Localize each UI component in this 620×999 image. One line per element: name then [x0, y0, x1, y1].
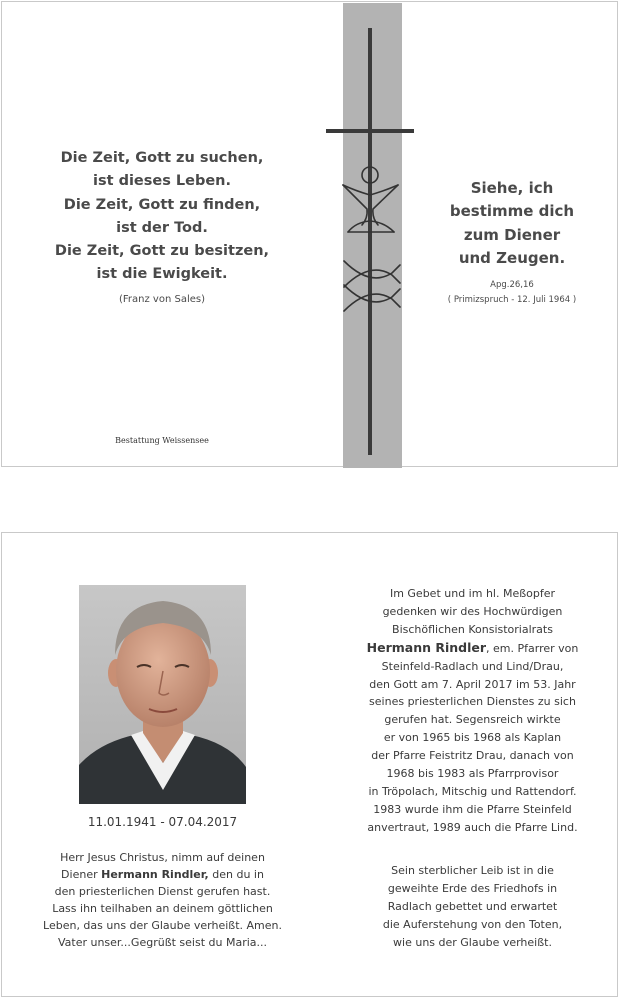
quote-line: ist die Ewigkeit. [96, 266, 228, 283]
prayer-line: den priesterlichen Dienst gerufen hast. [54, 885, 271, 899]
notice-line: Im Gebet und im hl. Meßopfer [389, 587, 556, 600]
quote-author: (Franz von Sales) [118, 294, 205, 305]
notice-line: der Pfarre Feistritz Drau, danach von [371, 749, 574, 763]
portrait-photo [79, 585, 246, 804]
memorial-notice [335, 585, 610, 837]
life-dates: 11.01.1941 - 07.04.2017 [87, 815, 238, 829]
notice-line: Steinfeld-Radlach und Lind/Drau, [381, 659, 564, 673]
motto-line: zum Diener [463, 225, 561, 244]
notice-line: Bischöflichen Konsistorialrats [392, 622, 553, 636]
quote-block [42, 147, 282, 287]
notice-line: anvertraut, 1989 auch die Pfarre Lind. [367, 820, 578, 834]
burial-line: Sein sterblicher Leib ist in die [391, 864, 554, 877]
prayer-line: Vater unser...Gegrüßt seist du Maria... [57, 936, 268, 950]
prayer-block [20, 849, 305, 952]
prayer-text: Diener [61, 868, 102, 882]
notice-line: gedenken wir des Hochwürdigen [382, 604, 563, 618]
motto-line: bestimme dich [449, 202, 575, 221]
notice-line: 1983 wurde ihm die Pfarre Steinfeld [373, 802, 572, 816]
burial-line: die Auferstehung von den Toten, [382, 918, 563, 931]
prayer-line: Leben, das uns der Glaube verheißt. Amen. [43, 919, 282, 933]
prayer-text: den du in [208, 868, 264, 882]
prayer-line: Herr Jesus Christus, nimm auf deinen [60, 851, 265, 864]
burial-block [335, 862, 610, 952]
notice-text: , em. Pfarrer von [486, 641, 579, 655]
burial-line: wie uns der Glaube verheißt. [393, 936, 552, 949]
quote-line: ist der Tod. [116, 219, 208, 236]
notice-line: er von 1965 bis 1968 als Kaplan [383, 731, 562, 745]
quote-line: ist dieses Leben. [92, 173, 232, 190]
notice-line: in Tröpolach, Mitschig und Rattendorf. [368, 784, 577, 798]
card-front [1, 1, 618, 467]
cross-with-chalice-and-fish-icon [326, 25, 416, 460]
notice-line: seines priesterlichen Dienstes zu sich [369, 695, 576, 709]
quote-line: Die Zeit, Gott zu suchen, [60, 150, 264, 166]
quote-line: Die Zeit, Gott zu finden, [63, 196, 261, 213]
burial-line: Radlach gebettet und erwartet [387, 900, 558, 913]
notice-line: den Gott am 7. April 2017 im 53. Jahr [369, 677, 576, 691]
notice-line: 1968 bis 1983 als Pfarrprovisor [386, 767, 559, 781]
undertaker-name: Bestattung Weissensee [115, 436, 209, 445]
prayer-line: Lass ihn teilhaben an deinem göttlichen [52, 902, 273, 916]
prayer-line [20, 866, 305, 883]
quote-line: Die Zeit, Gott zu besitzen, [54, 243, 270, 260]
motto-occasion: ( Primizspruch - 12. Juli 1964 ) [447, 295, 577, 305]
deceased-name: Hermann Rindler [366, 639, 487, 655]
motto-block [422, 177, 602, 270]
deceased-name: Hermann Rindler, [101, 868, 209, 882]
motto-line: Siehe, ich [470, 179, 554, 197]
burial-line: geweihte Erde des Friedhofs in [387, 882, 558, 895]
notice-line [335, 639, 610, 658]
motto-reference: Apg.26,16 [490, 280, 534, 290]
notice-line: gerufen hat. Segensreich wirkte [384, 713, 561, 727]
motto-line: und Zeugen. [458, 248, 566, 267]
